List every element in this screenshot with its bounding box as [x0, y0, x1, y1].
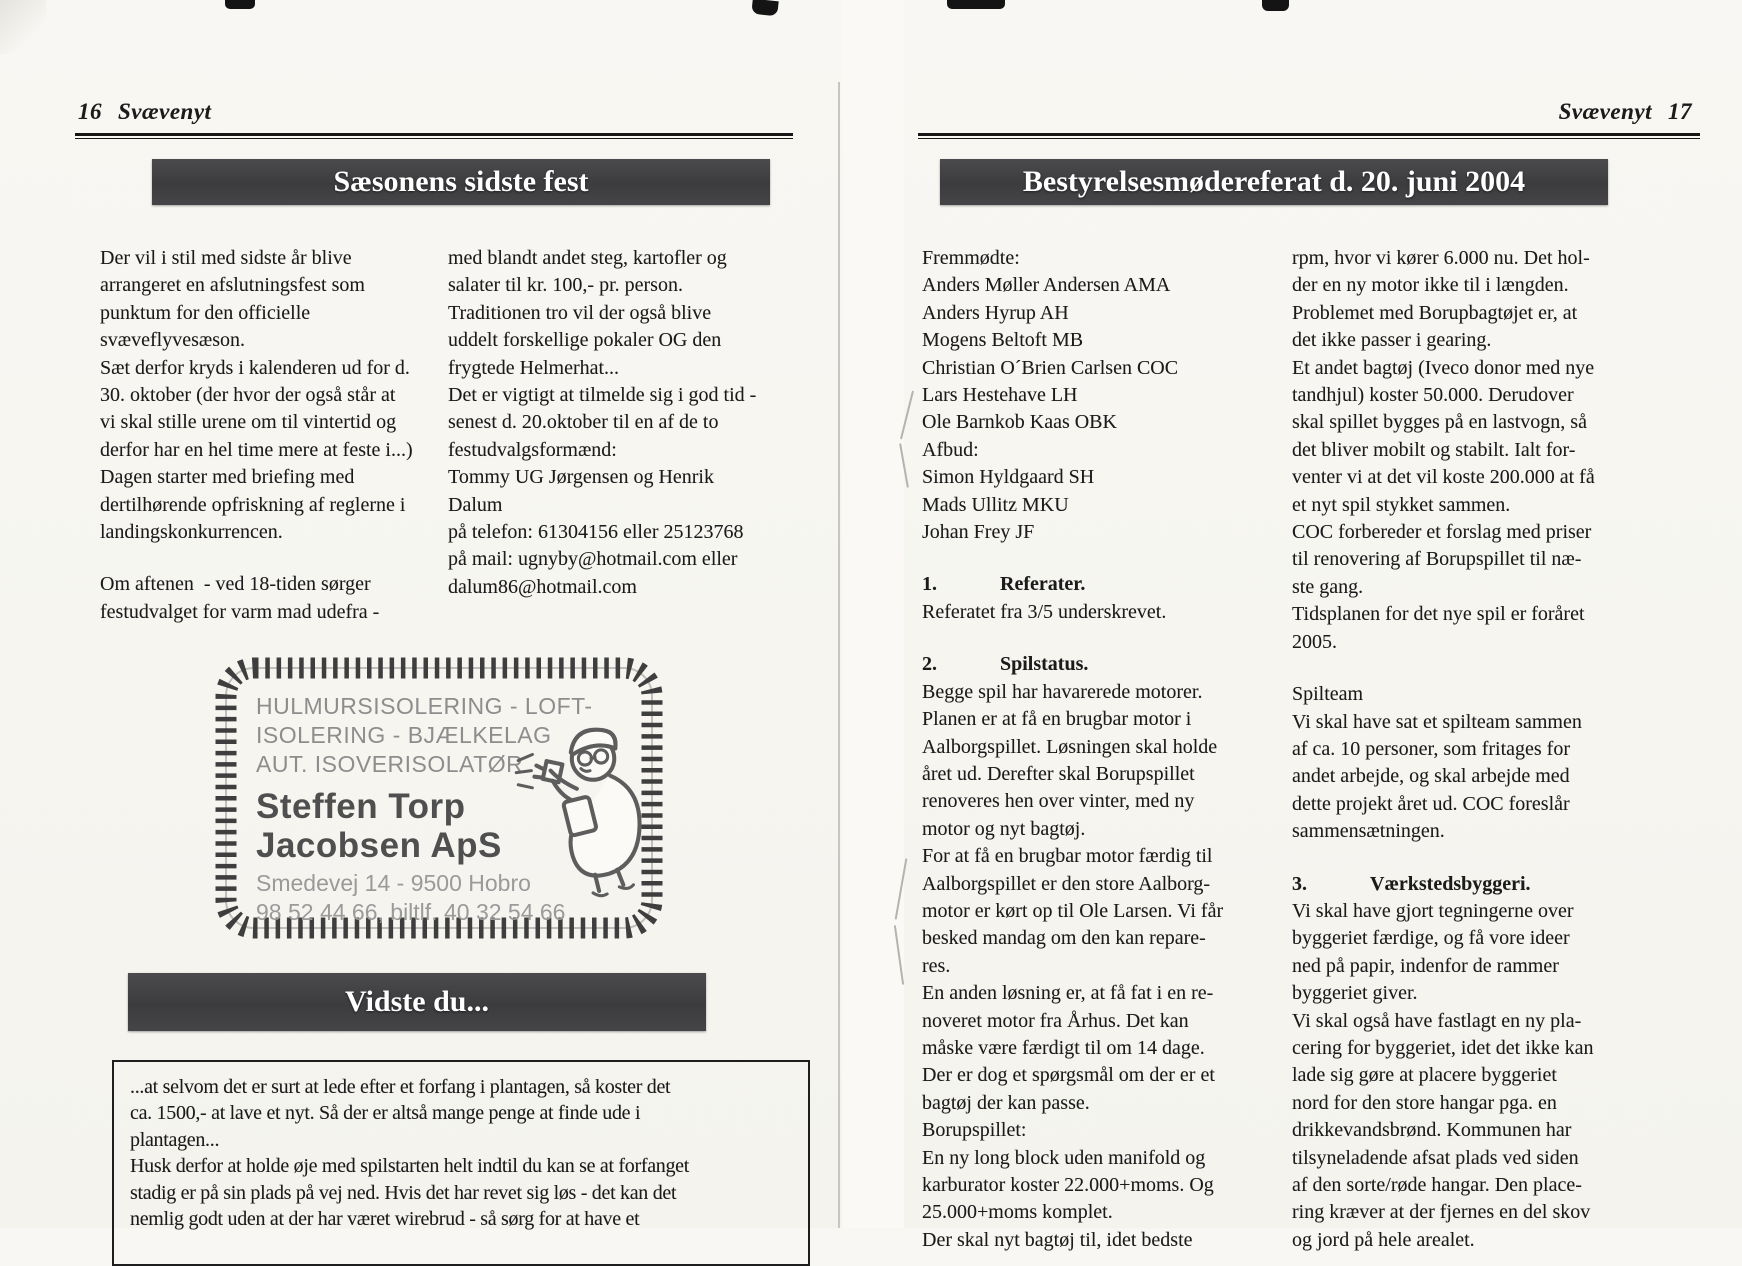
header-rule: [918, 133, 1700, 139]
page-number: 16: [78, 99, 102, 124]
scan-artifact: [1262, 0, 1289, 11]
article-column-2: rpm, hvor vi kører 6.000 nu. Det hol- der en ny motor ikke til i længden. Problemet med Borupbagtøjet er, at det ikke passer i gearing. Et andet bagtøj (Iveco donor med nye tandhjul) koster 50.000. Derudover skal spillet bygges på en lastvogn, så det bliver mobilt og stabilt. Ialt for- venter vi at det vil koste 200.000 at få et nyt spil stykket sammen. COC forbereder et forslag med priser til renovering af Borupspillet til næ- ste gang. Tidsplanen for det nye spil er foråret 2005. Spilteam Vi skal have sat et spilteam sammen af ca. 10 personer, som fritages for andet arbejde, og skal arbejde med dette projekt året ud. COC foreslår sammensætningen. 3. Værkstedsbyggeri. Vi skal have gjort tegningerne over byggeriet færdige, og få vore ideer ned på papir, indenfor de rammer byggeriet giver. Vi skal også have fastlagt en ny pla- cering for byggeriet, idet det ikke kan lade sig gøre at placere byggeriet nord for den store hangar pga. en drikkevandsbrønd. Kommunen har tilsyneladende afsat plads ved siden af den sorte/røde hangar. Den place- ring kræver at der fjernes en del skov og jord på hele arealet.: [1292, 247, 1595, 1251]
article-column-1: Fremmødte: Anders Møller Andersen AMA Anders Hyrup AH Mogens Beltoft MB Christian O´Brien Carlsen COC Lars Hestehave LH Ole Barnkob Kaas OBK Afbud: Simon Hyldgaard SH Mads Ullitz MKU Johan Frey JF 1. Referater. Referatet fra 3/5 underskrevet. 2. Spilstatus. Begge spil har havarerede motorer. Planen er at få en brugbar motor i Aalborgspillet. Løsningen skal holde året ud. Derefter skal Borupspillet renoveres hen over vinter, med ny motor og nyt bagtøj. For at få en brugbar motor færdig til Aalborgspillet er den store Aalborg- motor er kørt op til Ole Larsen. Vi får besked mandag om den kan repare- res. En anden løsning er, at få fat i en re- noveret motor fra Århus. Det kan måske være færdigt til om 14 dage. Der er dog et spørgsmål om der er et bagtøj der kan passe. Borupspillet: En ny long block uden manifold og karburator koster 22.000+moms. Og 25.000+moms komplet. Der skal nyt bagtøj til, idet bedste: [922, 247, 1224, 1251]
article-column-1: Der vil i stil med sidste år blive arrangeret en afslutningsfest som punktum for den officielle svæveflyvesæson. Sæt derfor kryds i kalenderen ud for d. 30. oktober (der hvor der også står at vi skal stille urene om til vintertid og derfor har en hel time mere at feste i...) Dagen starter med briefing med dertilhørende opfriskning af reglerne i landingskonkurrencen. Om aftenen - ved 18-tiden sørger festudvalget for varm mad udefra -: [100, 247, 413, 623]
scan-artifact: [947, 0, 1005, 9]
ad-company-name: Jacobsen ApS: [256, 826, 502, 865]
page-number: 17: [1668, 99, 1692, 124]
scan-smudge: [0, 0, 46, 54]
advertisement: [210, 652, 668, 944]
right-page-header: [900, 99, 1692, 125]
vidste-du-title: Vidste du...: [345, 985, 489, 1018]
ad-category-line: AUT. ISOVERISOLATØR: [256, 751, 524, 777]
left-page-header: [78, 99, 211, 125]
journal-title: Svævenyt: [1558, 99, 1652, 124]
article-title: Sæsonens sidste fest: [333, 165, 589, 198]
page-fold-line: [838, 82, 840, 1228]
ad-category-line: ISOLERING - BJÆLKELAG: [256, 722, 552, 748]
ad-category-line: HULMURSISOLERING - LOFT-: [256, 693, 593, 719]
ad-company-name: Steffen Torp: [256, 787, 466, 826]
article-title-banner: [940, 159, 1608, 205]
article-title: Bestyrelsesmødereferat d. 20. juni 2004: [1022, 165, 1526, 198]
insulation-worker-illustration: [514, 710, 666, 902]
header-rule: [75, 133, 793, 139]
ad-phone: 98 52 44 66, biltlf. 40 32 54 66: [256, 899, 566, 925]
article-column-2: med blandt andet steg, kartofler og salater til kr. 100,- pr. person. Traditionen tro vil der også blive uddelt forskellige pokaler OG den frygtede Helmerhat... Det er vigtigt at tilmelde sig i god tid - senest d. 20.oktober til en af de to festudvalgsformænd: Tommy UG Jørgensen og Henrik Dalum på telefon: 61304156 eller 25123768 på mail: ugnyby@hotmail.com eller dalum86@hotmail.com: [448, 247, 757, 598]
journal-title: Svævenyt: [118, 99, 212, 124]
ad-address: Smedevej 14 - 9500 Hobro: [256, 870, 531, 896]
article-title-banner: [152, 159, 770, 205]
vidste-du-box: ...at selvom det er surt at lede efter et forfang i plantagen, så koster det ca. 1500,- at lave et nyt. Så der er altså mange penge at finde ude i plantagen... Husk derfor at holde øje med spilstarten helt indtil du kan se at forfanget stadig er på sin plads på vej ned. Hvis det har revet sig løs - det kan det nemlig godt uden at der har været wirebrud - så sørg for at have et: [112, 1060, 810, 1266]
scan-artifact: [225, 0, 255, 9]
page-fold-strip: [842, 0, 904, 1228]
vidste-du-banner: [128, 973, 706, 1031]
scan-artifact: [751, 0, 778, 16]
